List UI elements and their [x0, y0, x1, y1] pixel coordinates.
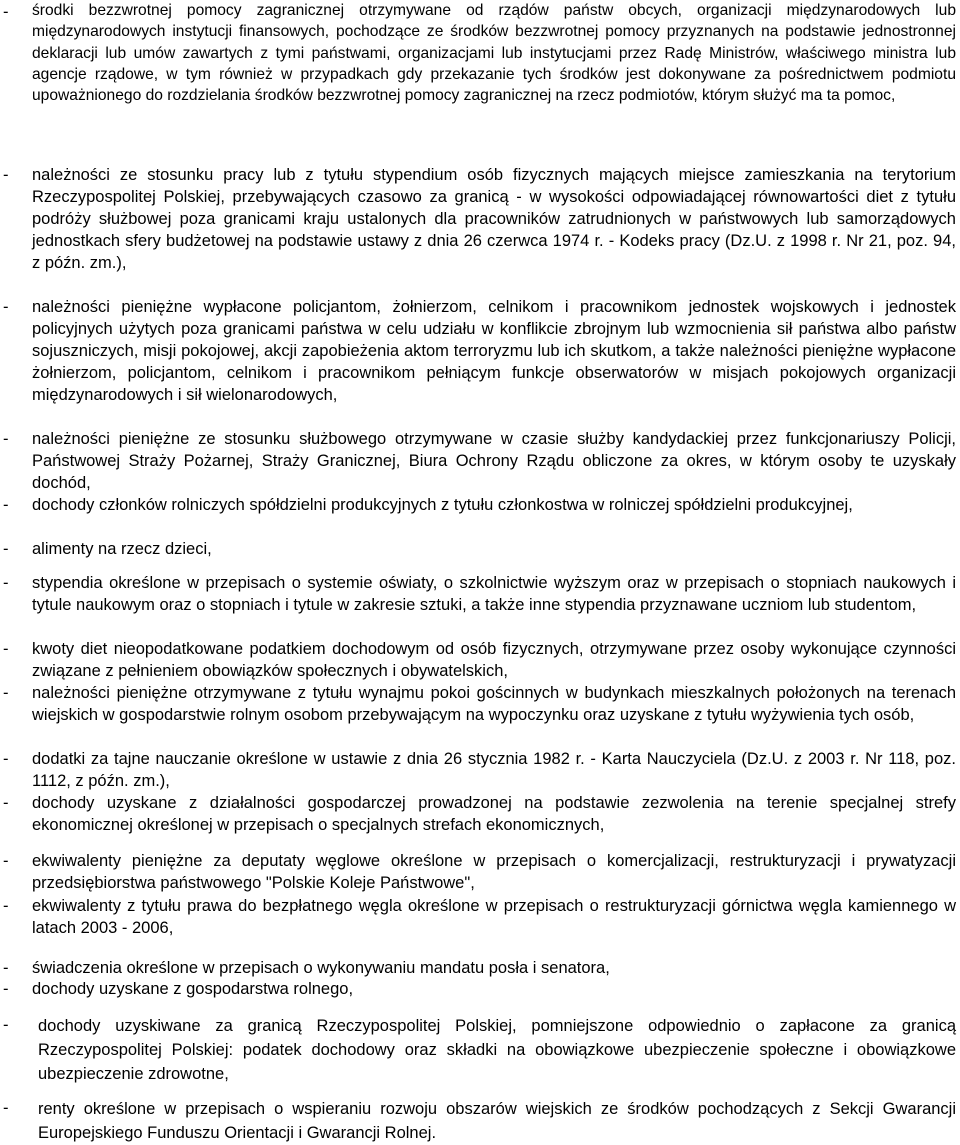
list-item-text: ekwiwalenty z tytułu prawa do bezpłatnego węgla określone w przepisach o restrukturyzacji górnictwa węgla kamiennego w latach 2003 - 2006, — [32, 897, 956, 937]
list-bullet: - — [3, 897, 9, 915]
list-item-text: dochody uzyskiwane za granicą Rzeczypospolitej Polskiej, pomniejszone odpowiednio o zapłacone za granicą Rzeczypospolitej Polskiej: podatek dochodowy oraz składki na obowiązkowe ubezpieczenie społeczne i obowiązkowe ubezpieczenie zdrowotne, — [38, 1017, 956, 1083]
list-item-text: kwoty diet nieopodatkowane podatkiem dochodowym od osób fizycznych, otrzymywane przez osoby wykonujące czynności związane z pełnieniem obowiązków społecznych i obywatelskich, — [32, 640, 956, 680]
list-item-text: dochody uzyskane z gospodarstwa rolnego, — [32, 980, 354, 998]
list-item-text: dochody członków rolniczych spółdzielni produkcyjnych z tytułu członkostwa w rolniczej spółdzielni produkcyjnej, — [32, 496, 853, 514]
list-item-text: dodatki za tajne nauczanie określone w ustawie z dnia 26 stycznia 1982 r. - Karta Nauczyciela (Dz.U. z 2003 r. Nr 118, poz. 1112, z późn. zm.), — [32, 750, 956, 790]
list-item-text: świadczenia określone w przepisach o wykonywaniu mandatu posła i senatora, — [32, 959, 610, 977]
list-item-text: stypendia określone w przepisach o systemie oświaty, o szkolnictwie wyższym oraz w przepisach o stopniach naukowych i tytule naukowym oraz o stopniach i tytule w zakresie sztuki, a także inne stypendia przyznawane uczniom lub studentom, — [32, 574, 956, 614]
list-item-text: należności pieniężne ze stosunku służbowego otrzymywane w czasie służby kandydackiej przez funkcjonariuszy Policji, Państwowej Straży Pożarnej, Straży Granicznej, Biura Ochrony Rządu obliczone za okres, w którym osoby te uzyskały dochód, — [32, 430, 956, 492]
list-bullet: - — [3, 684, 9, 702]
list-bullet: - — [3, 750, 9, 768]
list-bullet: - — [3, 496, 9, 514]
list-bullet: - — [3, 166, 9, 184]
list-item-text: należności ze stosunku pracy lub z tytułu stypendium osób fizycznych mających miejsce zamieszkania na terytorium Rzeczypospolitej Polskiej, przebywających czasowo za granicą - w wysokości odpowiadającej równowartości diet z tytułu podróży służbowej poza granicami kraju ustalonych dla pracowników zatrudnionych w państwowych lub samorządowych jednostkach sfery budżetowej na podstawie ustawy z dnia 26 czerwca 1974 r. - Kodeks pracy (Dz.U. z 1998 r. Nr 21, poz. 94, z późn. zm.), — [32, 166, 956, 272]
list-bullet: - — [3, 430, 9, 448]
list-item-text: ekwiwalenty pieniężne za deputaty węglowe określone w przepisach o komercjalizacji, restrukturyzacji i prywatyzacji przedsiębiorstwa państwowego "Polskie Koleje Państwowe", — [32, 852, 956, 892]
list-bullet: - — [3, 794, 9, 812]
list-item-text: należności pieniężne otrzymywane z tytułu wynajmu pokoi gościnnych w budynkach mieszkalnych położonych na terenach wiejskich w gospodarstwie rolnym osobom przebywającym na wypoczynku oraz uzyskane z tytułu wyżywienia tych osób, — [32, 684, 956, 724]
list-bullet: - — [3, 980, 9, 998]
list-bullet: - — [3, 574, 9, 592]
list-bullet: - — [3, 298, 9, 316]
list-bullet: - — [3, 540, 9, 558]
list-item-text: dochody uzyskane z działalności gospodarczej prowadzonej na podstawie zezwolenia na terenie specjalnej strefy ekonomicznej określonej w przepisach o specjalnych strefach ekonomicznych, — [32, 794, 956, 834]
list-item-text: renty określone w przepisach o wspieraniu rozwoju obszarów wiejskich ze środków pochodzących z Sekcji Gwarancji Europejskiego Funduszu Orientacji i Gwarancji Rolnej. — [38, 1100, 956, 1142]
list-item-text: środki bezzwrotnej pomocy zagranicznej otrzymywane od rządów państw obcych, organizacji międzynarodowych lub międzynarodowych instytucji finansowych, pochodzące ze środków bezzwrotnej pomocy przyznanych na podstawie jednostronnej deklaracji lub umów zawartych z tymi państwami, organizacjami lub instytucjami przez Radę Ministrów, właściwego ministra lub agencje rządowe, w tym również w przypadkach gdy przekazanie tych środków jest dokonywane za pośrednictwem podmiotu upoważnionego do rozdzielania środków bezzwrotnej pomocy zagranicznej na rzecz podmiotów, którym służyć ma ta pomoc, — [32, 2, 956, 105]
list-item-text: należności pieniężne wypłacone policjantom, żołnierzom, celnikom i pracownikom jednostek wojskowych i jednostek policyjnych użytych poza granicami państwa w celu udziału w konflikcie zbrojnym lub wzmocnienia sił państwa albo państw sojuszniczych, misji pokojowej, akcji zapobieżenia aktom terroryzmu lub ich skutkom, a także należności pieniężne wypłacone żołnierzom, policjantom, celnikom i pracownikom pełniącym funkcje obserwatorów w misjach pokojowych organizacji międzynarodowych i sił wielonarodowych, — [32, 298, 956, 404]
list-item-text: alimenty na rzecz dzieci, — [32, 540, 212, 558]
list-bullet: - — [3, 3, 9, 21]
list-bullet: - — [3, 1099, 9, 1117]
list-bullet: - — [3, 959, 9, 977]
list-bullet: - — [3, 1016, 9, 1034]
list-bullet: - — [3, 640, 9, 658]
list-bullet: - — [3, 852, 9, 870]
